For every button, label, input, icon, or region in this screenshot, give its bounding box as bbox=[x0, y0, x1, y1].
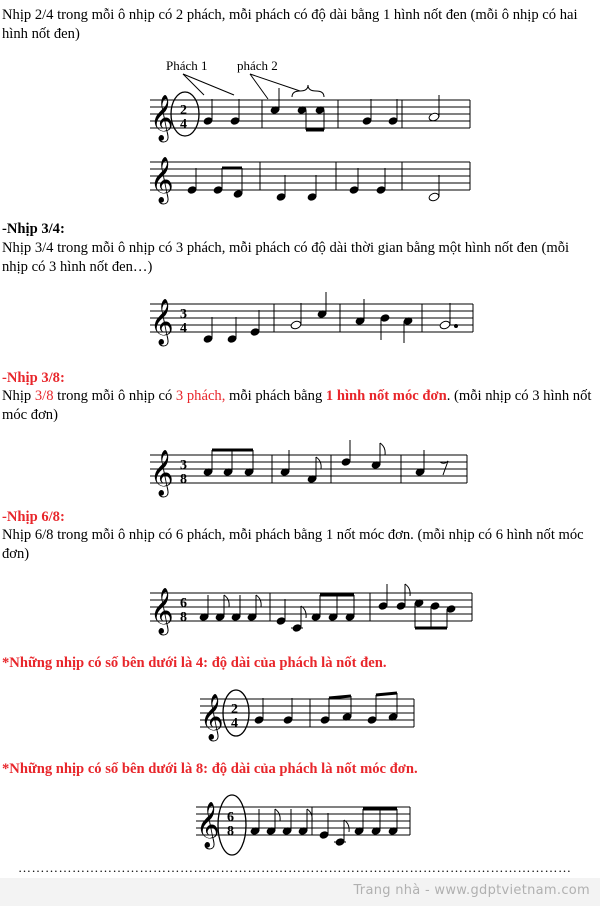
p38-t3: trong mỗi ô nhịp có bbox=[53, 388, 176, 404]
p38-t2: 3/8 bbox=[34, 388, 54, 404]
p38-t4: 3 phách, bbox=[175, 388, 226, 404]
paragraph-6-8-text: Nhịp 6/8 trong mỗi ô nhịp có 6 phách, mỗi phách bằng 1 nốt móc đơn. (mỗi nhịp có 6 hình nốt móc đơn) bbox=[2, 527, 584, 562]
time-sig-6-8-bottom: 8 bbox=[180, 610, 187, 625]
label-beat-2: phách 2 bbox=[237, 58, 278, 73]
time-sig-6-8-top: 6 bbox=[180, 596, 187, 611]
time-sig-ex-2-4-top: 2 bbox=[231, 702, 238, 717]
treble-clef-icon: 𝄞 bbox=[150, 95, 174, 141]
time-sig-3-4-bottom: 4 bbox=[180, 321, 187, 336]
p38-t5: mỗi phách bằng bbox=[225, 388, 326, 404]
label-beat-1: Phách 1 bbox=[166, 58, 208, 73]
note-denominator-8: *Những nhịp có số bên dưới là 8: độ dài của phách là nốt móc đơn. bbox=[2, 761, 418, 777]
time-sig-3-4-top: 3 bbox=[180, 307, 187, 322]
heading-3-8: -Nhịp 3/8: bbox=[2, 370, 65, 386]
note-denominator-4: *Những nhịp có số bên dưới là 4: độ dài của phách là nốt đen. bbox=[2, 655, 387, 671]
treble-clef-icon: 𝄞 bbox=[150, 450, 174, 496]
time-sig-3-8-bottom: 8 bbox=[180, 472, 187, 487]
treble-clef-icon: 𝄞 bbox=[196, 802, 220, 848]
footer-text[interactable]: Trang nhà - www.gdptvietnam.com bbox=[353, 883, 590, 898]
staff-example-2-4 bbox=[192, 685, 422, 745]
paragraph-6-8 bbox=[2, 526, 598, 564]
p38-t1: Nhịp bbox=[2, 388, 35, 404]
treble-clef-icon: 𝄞 bbox=[150, 157, 174, 203]
paragraph-3-4-text: Nhịp 3/4 trong mỗi ô nhịp có 3 phách, mỗi phách có độ dài thời gian bằng một hình nốt đen (mỗi nhịp có 3 hình nốt đen…) bbox=[2, 240, 570, 275]
paragraph-2-4-text: Nhịp 2/4 trong mỗi ô nhịp có 2 phách, mỗi phách có độ dài bằng 1 hình nốt đen (mỗi ô nhịp có hai hình nốt đen) bbox=[2, 7, 578, 42]
staff-example-6-8 bbox=[188, 793, 418, 858]
p38-t6: 1 hình nốt móc đơn bbox=[325, 388, 447, 404]
paragraph-3-8 bbox=[2, 387, 598, 425]
staff-3-4 bbox=[140, 290, 480, 350]
treble-clef-icon: 𝄞 bbox=[150, 299, 174, 345]
staff-2-4-row1 bbox=[140, 55, 480, 140]
time-sig-ex-6-8-top: 6 bbox=[227, 810, 234, 825]
time-sig-ex-2-4-bottom: 4 bbox=[231, 716, 238, 731]
treble-clef-icon: 𝄞 bbox=[150, 588, 174, 634]
time-sig-ex-6-8-bottom: 8 bbox=[227, 824, 234, 839]
footer-bar bbox=[0, 878, 600, 906]
time-sig-2-4-top: 2 bbox=[180, 103, 187, 118]
staff-6-8 bbox=[140, 578, 480, 638]
heading-6-8: -Nhịp 6/8: bbox=[2, 509, 65, 525]
time-sig-2-4-bottom: 4 bbox=[180, 117, 187, 132]
paragraph-2-4 bbox=[2, 6, 598, 44]
p38-t7: . (mỗi nhịp có 3 hình nốt móc đơn) bbox=[2, 388, 592, 423]
treble-clef-icon: 𝄞 bbox=[200, 694, 224, 740]
staff-2-4-row2 bbox=[140, 150, 480, 210]
staff-3-8 bbox=[140, 440, 480, 495]
dotted-line: …………………………………………………………………………………………………………… bbox=[18, 860, 572, 875]
heading-3-4: -Nhịp 3/4: bbox=[2, 221, 65, 237]
time-sig-3-8-top: 3 bbox=[180, 458, 187, 473]
paragraph-3-4 bbox=[2, 239, 598, 277]
